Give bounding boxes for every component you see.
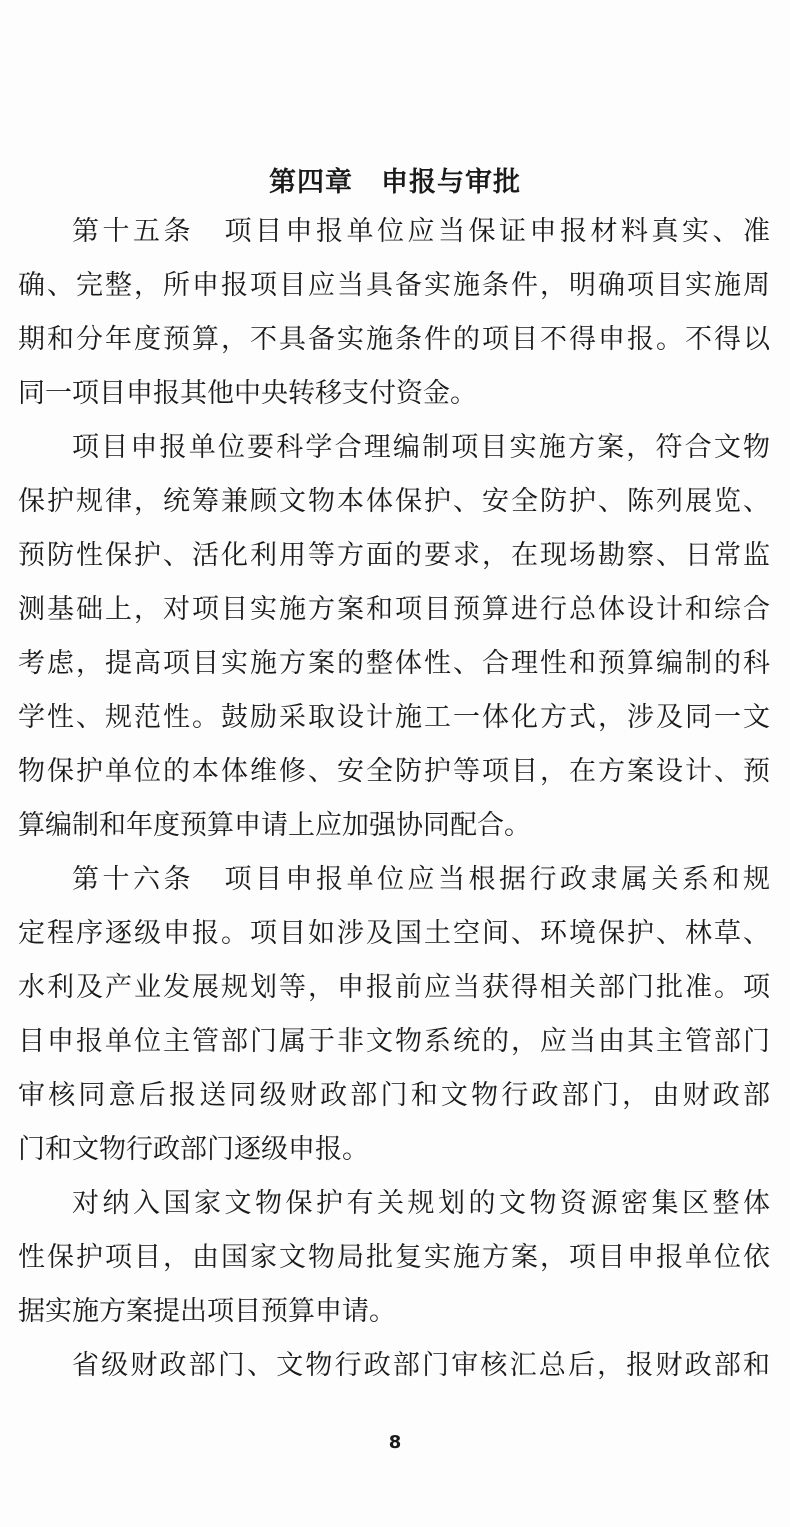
document-body — [18, 205, 770, 1393]
text-line: 预防性保护、活化利用等方面的要求，在现场勘察、日常监 — [18, 540, 770, 571]
page-number: 8 — [388, 1432, 402, 1453]
text-line: 第十五条 项目申报单位应当保证申报材料真实、准 — [72, 216, 770, 247]
text-line: 据实施方案提出项目预算申请。 — [18, 1296, 396, 1327]
text-line: 测基础上，对项目实施方案和项目预算进行总体设计和综合 — [18, 594, 770, 625]
text-line: 项目申报单位要科学合理编制项目实施方案，符合文物 — [72, 432, 770, 463]
text-line: 省级财政部门、文物行政部门审核汇总后，报财政部和 — [72, 1350, 770, 1381]
text-line: 学性、规范性。鼓励采取设计施工一体化方式，涉及同一文 — [18, 702, 770, 733]
text-line: 期和分年度预算，不具备实施条件的项目不得申报。不得以 — [18, 324, 770, 355]
text-line: 考虑，提高项目实施方案的整体性、合理性和预算编制的科 — [18, 648, 770, 679]
text-line: 门和文物行政部门逐级申报。 — [18, 1134, 369, 1165]
text-line: 目申报单位主管部门属于非文物系统的，应当由其主管部门 — [18, 1026, 770, 1057]
text-line: 同一项目申报其他中央转移支付资金。 — [18, 378, 477, 409]
text-line: 算编制和年度预算申请上应加强协同配合。 — [18, 810, 531, 841]
text-line: 定程序逐级申报。项目如涉及国土空间、环境保护、林草、 — [18, 918, 770, 949]
text-line: 性保护项目，由国家文物局批复实施方案，项目申报单位依 — [18, 1242, 770, 1273]
text-line: 对纳入国家文物保护有关规划的文物资源密集区整体 — [72, 1188, 770, 1219]
text-line: 第十六条 项目申报单位应当根据行政隶属关系和规 — [72, 864, 770, 895]
text-line: 水利及产业发展规划等，申报前应当获得相关部门批准。项 — [18, 972, 770, 1003]
text-line: 保护规律，统筹兼顾文物本体保护、安全防护、陈列展览、 — [18, 486, 770, 517]
text-line: 确、完整，所申报项目应当具备实施条件，明确项目实施周 — [18, 270, 770, 301]
chapter-title: 第四章 申报与审批 — [269, 167, 521, 198]
text-line: 审核同意后报送同级财政部门和文物行政部门，由财政部 — [18, 1080, 770, 1111]
text-line: 物保护单位的本体维修、安全防护等项目，在方案设计、预 — [18, 756, 770, 787]
